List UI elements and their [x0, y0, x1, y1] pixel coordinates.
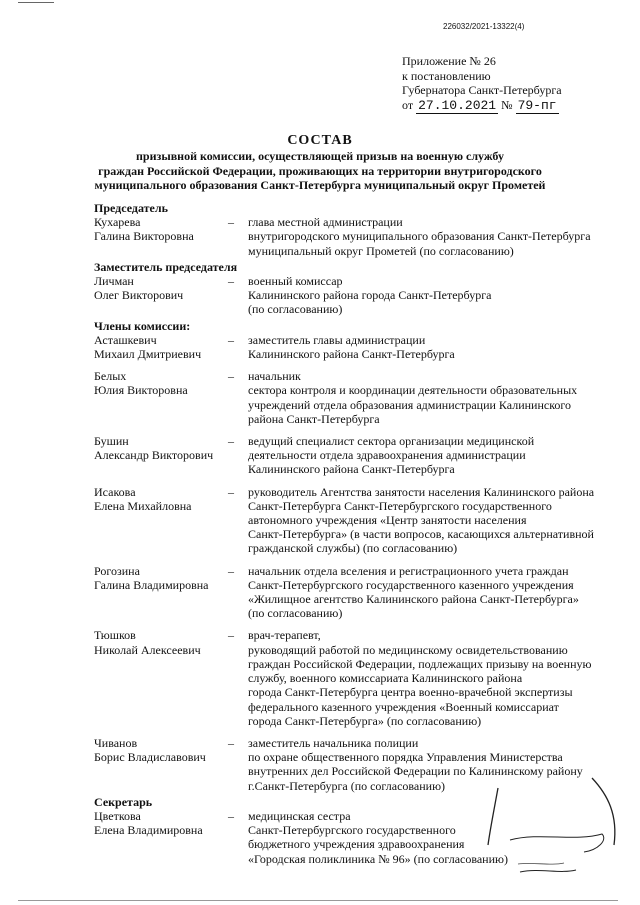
- member-row: [94, 485, 624, 556]
- member-role: [248, 369, 624, 426]
- member-role-line: граждан Российской Федерации, подлежащих призыву на военную: [248, 656, 592, 671]
- member-dash: –: [228, 735, 234, 750]
- member-role-line: внутренних дел Российской Федерации по Калининскому району: [248, 764, 583, 779]
- member-role-line: (по согласованию): [248, 302, 343, 317]
- member-role-line: медицинская сестра: [248, 808, 351, 823]
- heading-line-3: муниципального образования Санкт-Петербурга муниципальный округ Прометей: [94, 177, 546, 192]
- member-name: [94, 215, 228, 258]
- appendix-line-3: Губернатора Санкт-Петербурга: [402, 83, 562, 97]
- member-dash: –: [228, 484, 234, 499]
- member-role-line: автономного учреждения «Центр занятости населения: [248, 513, 527, 528]
- section-title: Председатель: [94, 201, 168, 215]
- member-role-line: Калининского района Санкт-Петербурга: [248, 462, 455, 477]
- member-name-line: Кухарева: [94, 215, 141, 230]
- member-role-line: Санкт-Петербурга Санкт-Петербургского государственного: [248, 498, 552, 513]
- document-number: 226032/2021-13322(4): [443, 22, 525, 31]
- member-role-line: Калининского района города Санкт-Петербурга: [248, 288, 492, 303]
- member-name-line: Елена Владимировна: [94, 823, 203, 838]
- member-role-line: бюджетного учреждения здравоохранения: [248, 837, 465, 852]
- member-row: [94, 434, 624, 477]
- section-chairman: [94, 201, 624, 258]
- section-title: Секретарь: [94, 794, 153, 809]
- section-commission: [94, 319, 624, 793]
- member-role-line: учреждений отдела образования администрации Калининского: [248, 397, 572, 412]
- member-role-line: Санкт-Петербургского государственного: [248, 823, 456, 838]
- member-role-line: муниципальный округ Прометей (по согласованию): [248, 243, 514, 258]
- member-role-line: г.Санкт-Петербурга (по согласованию): [248, 778, 446, 793]
- member-role-line: «Городская поликлиника № 96» (по согласованию): [248, 851, 508, 866]
- document-heading: [0, 134, 640, 192]
- member-role-line: руководитель Агентства занятости населения Калининского района: [248, 484, 595, 499]
- document-title: СОСТАВ: [287, 133, 353, 148]
- member-role-line: Калининского района Санкт-Петербурга: [248, 347, 455, 362]
- appendix-block: [402, 54, 562, 113]
- member-role-line: (по согласованию): [248, 606, 343, 621]
- member-name-line: Николай Алексеевич: [94, 642, 201, 657]
- member-name-line: Борис Владиславович: [94, 750, 206, 765]
- member-role-line: глава местной администрации: [248, 215, 403, 230]
- member-role-line: врач-терапевт,: [248, 628, 321, 643]
- member-role: [248, 333, 624, 361]
- member-name-line: Олег Викторович: [94, 288, 184, 303]
- member-name-line: Юлия Викторовна: [94, 383, 188, 398]
- section-title: Заместитель председателя: [94, 259, 238, 274]
- member-role-line: деятельности отдела здравоохранения администрации: [248, 448, 526, 463]
- member-name-line: Белых: [94, 369, 127, 384]
- member-name-line: Галина Владимировна: [94, 577, 209, 592]
- member-role-line: федерального казенного учреждения «Военный комиссариат: [248, 699, 559, 714]
- member-role-line: внутригородского муниципального образования Санкт-Петербурга: [248, 229, 591, 244]
- member-role: [248, 485, 624, 556]
- member-name: [94, 628, 228, 727]
- heading-line-2: граждан Российской Федерации, проживающих на территории внутригородского: [98, 163, 542, 178]
- handwritten-signature: [480, 770, 630, 890]
- member-role: [248, 434, 624, 477]
- member-row: [94, 274, 624, 317]
- heading-line-1: призывной комиссии, осуществляющей призыв на военную службу: [136, 149, 504, 164]
- member-dash: –: [228, 369, 234, 384]
- member-row: [94, 333, 624, 361]
- member-name-line: Исакова: [94, 484, 136, 499]
- member-name: [94, 274, 228, 317]
- member-role: [248, 274, 624, 317]
- member-dash: –: [228, 332, 234, 347]
- member-dash: –: [228, 434, 234, 449]
- member-name-line: Тюшков: [94, 628, 136, 643]
- member-name-line: Александр Викторович: [94, 448, 214, 463]
- member-name-line: Чиванов: [94, 735, 138, 750]
- member-role: [248, 628, 624, 727]
- member-role-line: Санкт-Петербургского государственного казенного учреждения: [248, 577, 574, 592]
- member-role: [248, 215, 624, 258]
- member-role-line: ведущий специалист сектора организации медицинской: [248, 434, 535, 449]
- member-role-line: «Жилищное агентство Калининского района Санкт-Петербурга»: [248, 592, 579, 607]
- member-dash: –: [228, 563, 234, 578]
- member-role-line: города Санкт-Петербурга центра военно-врачебной экспертизы: [248, 685, 573, 700]
- member-row: [94, 215, 624, 258]
- member-name: [94, 809, 228, 866]
- member-name-line: Асташкевич: [94, 332, 157, 347]
- member-row: [94, 564, 624, 621]
- member-role-line: военный комиссар: [248, 274, 343, 289]
- number-value: 79-пг: [517, 97, 557, 113]
- member-role-line: Санкт-Петербурга» (в части вопросов, касающихся альтернативной: [248, 527, 594, 542]
- member-row: [94, 628, 624, 727]
- member-role-line: гражданской службы) (по согласованию): [248, 541, 458, 556]
- member-role-line: начальник отдела вселения и регистрационного учета граждан: [248, 563, 569, 578]
- member-dash: –: [228, 628, 234, 643]
- member-dash: –: [228, 808, 234, 823]
- member-list: [94, 274, 624, 317]
- member-list: [94, 333, 624, 793]
- bottom-scan-line: [18, 900, 618, 901]
- member-role-line: заместитель начальника полиции: [248, 735, 419, 750]
- member-dash: –: [228, 215, 234, 230]
- member-list: [94, 215, 624, 258]
- member-name: [94, 369, 228, 426]
- member-role-line: по охране общественного порядка Управления Министерства: [248, 750, 563, 765]
- member-name: [94, 485, 228, 556]
- appendix-line-1: Приложение № 26: [402, 54, 496, 68]
- member-name-line: Галина Викторовна: [94, 229, 194, 244]
- member-role-line: сектора контроля и координации деятельности образовательных: [248, 383, 578, 398]
- member-name-line: Рогозина: [94, 563, 140, 578]
- member-name-line: Михаил Дмитриевич: [94, 347, 202, 362]
- member-role-line: руководящий работой по медицинскому освидетельствованию: [248, 642, 568, 657]
- member-name-line: Бушин: [94, 434, 129, 449]
- member-role-line: заместитель главы администрации: [248, 332, 426, 347]
- section-deputy: [94, 260, 624, 317]
- member-row: [94, 369, 624, 426]
- member-dash: –: [228, 274, 234, 289]
- member-name: [94, 434, 228, 477]
- member-name: [94, 736, 228, 793]
- member-role-line: района Санкт-Петербурга: [248, 411, 380, 426]
- member-name: [94, 333, 228, 361]
- date-prefix: от: [402, 97, 414, 112]
- section-title: Члены комиссии:: [94, 318, 191, 333]
- date-value: 27.10.2021: [418, 97, 497, 113]
- appendix-line-2: к постановлению: [402, 68, 491, 83]
- member-name-line: Цветкова: [94, 808, 141, 823]
- number-prefix: №: [501, 97, 513, 112]
- member-role-line: города Санкт-Петербурга» (по согласованию): [248, 713, 482, 728]
- member-name-line: Елена Михайловна: [94, 498, 192, 513]
- appendix-date-line: [402, 98, 562, 114]
- member-role-line: службу, военного комиссариата Калининского района: [248, 671, 523, 686]
- top-scan-line: [18, 2, 54, 3]
- member-role: [248, 564, 624, 621]
- member-name-line: Личман: [94, 274, 134, 289]
- member-name: [94, 564, 228, 621]
- member-role-line: начальник: [248, 369, 301, 384]
